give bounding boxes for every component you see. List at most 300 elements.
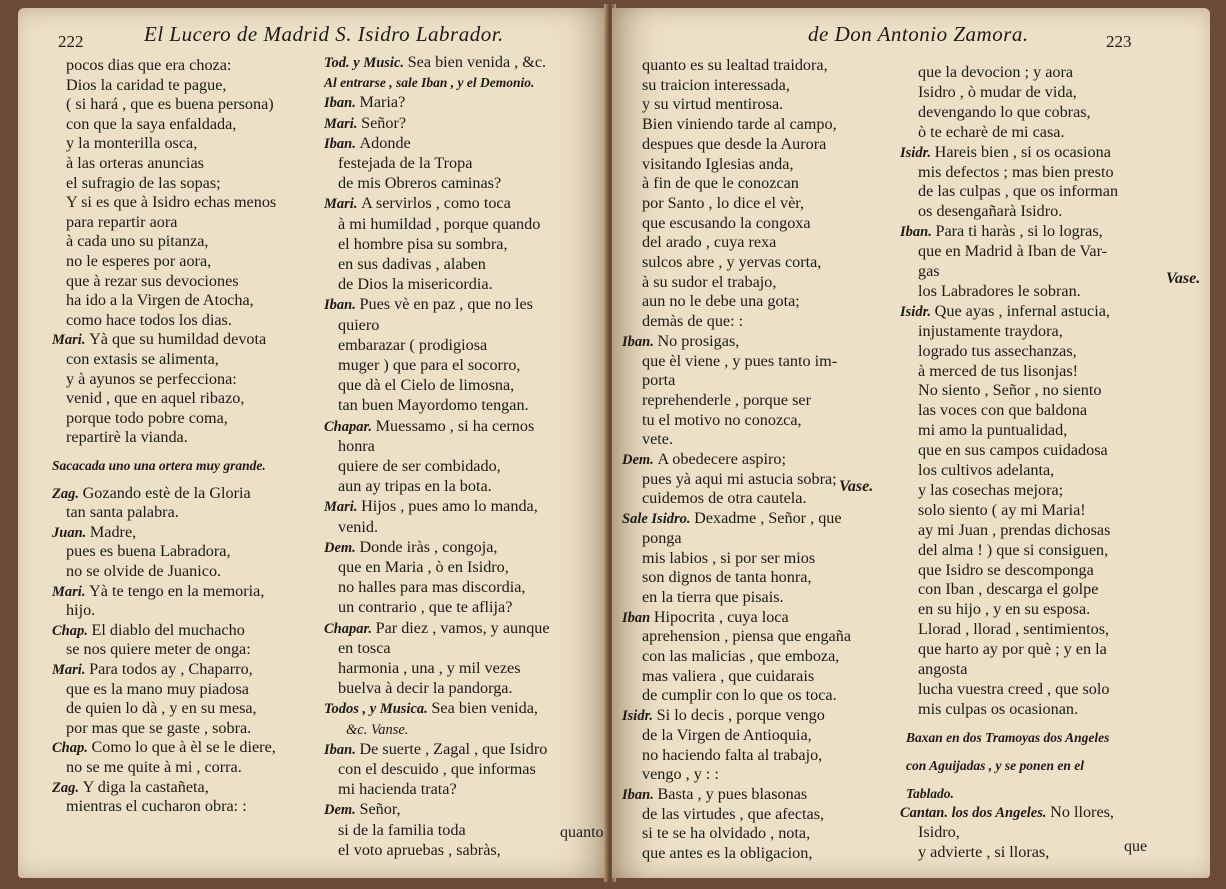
line-text: ( si hará , que es buena persona): [66, 95, 274, 114]
speaker-name: Cantan. los dos Angeles.: [900, 805, 1051, 822]
line-text: un contrario , que te aflija?: [338, 598, 513, 617]
verse-line: [66, 679, 249, 699]
line-text: de las culpas , que os informan: [918, 182, 1119, 201]
line-text: por mas que se gaste , sobra.: [66, 718, 252, 737]
line-text: Pues vè en paz , que no les: [359, 295, 533, 314]
verse-line: [642, 745, 822, 765]
speech-line: [324, 416, 534, 437]
line-text: Hijos , pues amo lo manda,: [361, 497, 538, 516]
verse-line: [642, 685, 837, 705]
line-text: no se me quite à mi , corra.: [66, 758, 242, 776]
stage-direction: [906, 727, 1109, 748]
line-text: venid , que en aquel ribazo,: [66, 389, 245, 408]
line-text: No prosigas,: [657, 331, 740, 350]
line-text: Señor,: [359, 800, 401, 819]
verse-line: [918, 400, 1087, 420]
verse-line: [918, 420, 1067, 440]
stage-direction-text: Baxan en dos Tramoyas dos Angeles: [906, 729, 1110, 745]
verse-line: [918, 560, 1094, 580]
line-text: Llorad , llorad , sentimientos,: [918, 620, 1110, 639]
line-text: angosta: [918, 660, 968, 678]
line-text: su traicion interessada,: [642, 75, 790, 94]
speaker-name: Juan.: [52, 524, 90, 541]
verse-line: [642, 55, 828, 75]
verse-line: [642, 666, 814, 686]
verse-line: [338, 395, 529, 415]
verse-line: [642, 75, 790, 95]
line-text: mis labios , si por ser mios: [642, 548, 816, 567]
line-text: Madre,: [89, 522, 137, 541]
verse-line: [66, 639, 251, 659]
verse-line: [66, 502, 179, 522]
line-text: y la monterilla osca,: [66, 134, 198, 153]
verse-line: [918, 842, 1049, 862]
line-text: ò te echarè de mi casa.: [918, 122, 1065, 141]
line-text: porque todo pobre coma,: [66, 408, 228, 427]
line-text: Yà te tengo en la memoria,: [89, 581, 265, 600]
line-text: quiere de ser combidado,: [338, 457, 501, 475]
verse-line: [338, 658, 521, 678]
speaker-name: Sale Isidro.: [622, 511, 695, 528]
text-column: [324, 52, 608, 878]
speaker-name: Mari.: [324, 115, 362, 132]
line-text: con Iban , descarga el golpe: [918, 580, 1099, 599]
verse-line: [642, 587, 784, 607]
verse-line: [338, 517, 378, 537]
verse-line: [66, 153, 204, 173]
line-text: à cada uno su pitanza,: [66, 232, 209, 251]
line-text: à su sudor el trabajo,: [642, 272, 777, 291]
text-column: [900, 62, 1196, 878]
line-text: y à ayunos se perfecciona:: [66, 369, 237, 388]
verse-line: [918, 679, 1109, 699]
line-text: si te se ha olvidado , nota,: [642, 824, 811, 843]
speech-line: [900, 301, 1110, 322]
line-text: quiero: [338, 315, 380, 334]
line-text: Como lo que à èl se le diere,: [91, 738, 276, 757]
speech-line: [52, 777, 209, 798]
speech-line: [52, 483, 251, 504]
line-text: que Isidro se descomponga: [918, 560, 1094, 579]
verse-line: [338, 577, 525, 597]
verse-line: [642, 114, 837, 134]
speaker-name: Mari.: [52, 662, 90, 678]
line-text: Adonde: [359, 133, 411, 152]
speech-line: [324, 294, 533, 315]
line-text: venid.: [338, 517, 379, 536]
italic-text: &c. Vanse.: [346, 721, 409, 738]
verse-line: [338, 214, 540, 234]
speech-line: [324, 799, 401, 820]
verse-line: [66, 212, 177, 232]
speech-line: [52, 329, 266, 350]
line-text: en la tierra que pisais.: [642, 587, 784, 606]
line-text: Donde iràs , congoja,: [359, 537, 498, 556]
speaker-name: Isidr.: [622, 708, 657, 725]
speech-line: [324, 113, 406, 134]
verse-line: [66, 349, 219, 369]
line-text: No siento , Señor , no siento: [918, 381, 1102, 400]
line-text: demàs de que: :: [642, 312, 744, 331]
verse-line: [918, 162, 1114, 182]
speech-line: [622, 784, 807, 805]
line-text: ay mi Juan , prendas dichosas: [918, 520, 1111, 539]
line-text: el hombre pisa su sombra,: [338, 234, 508, 253]
page-number: 223: [1106, 32, 1132, 51]
line-text: no le esperes por aora,: [66, 252, 212, 270]
verse-line: [918, 241, 1107, 261]
line-text: Isidro,: [918, 823, 960, 842]
line-text: Hareis bien , si os ocasiona: [934, 142, 1111, 161]
verse-line: [338, 173, 501, 193]
line-text: el sufragio de las sopas;: [66, 173, 221, 192]
line-text: de mis Obreros caminas?: [338, 174, 502, 193]
line-text: las voces con que baldona: [918, 401, 1088, 420]
verse-line: [66, 600, 95, 620]
line-text: no halles para mas discordia,: [338, 578, 526, 597]
verse-line: [918, 201, 1062, 221]
verse-line: [918, 619, 1109, 639]
line-text: que antes es la obligacion,: [642, 844, 813, 862]
line-text: Y diga la castañeta,: [82, 777, 209, 796]
verse-line: [918, 341, 1077, 361]
line-text: que èl viene , y pues tanto im-: [642, 351, 838, 370]
speaker-name: Tod. y Music.: [324, 55, 408, 71]
line-text: para repartir aora: [66, 212, 178, 231]
speaker-name: Mari.: [52, 332, 90, 349]
page-number: 222: [58, 32, 84, 51]
verse-line: [918, 659, 967, 679]
stage-direction-text: Sacacada uno una ortera muy grande.: [52, 458, 266, 473]
verse-line: [338, 597, 512, 617]
verse-line: [66, 290, 254, 310]
line-text: Si lo decis , porque vengo: [656, 706, 825, 725]
line-text: repartirè la vianda.: [66, 428, 188, 447]
line-text: de Dios la misericordia.: [338, 275, 493, 294]
line-text: os desengañarà Isidro.: [918, 202, 1063, 221]
line-text: y su virtud mentirosa.: [642, 95, 784, 114]
verse-line: [918, 822, 960, 842]
line-text: à merced de tus lisonjas!: [918, 361, 1079, 380]
line-text: tan santa palabra.: [66, 503, 179, 522]
line-text: que en sus campos cuidadosa: [918, 441, 1108, 460]
line-text: Muessamo , si ha cernos: [375, 416, 535, 435]
verse-line: [338, 456, 501, 476]
verse-line: [642, 173, 799, 193]
line-text: vengo , y : :: [642, 765, 719, 784]
right-page: [612, 8, 1210, 878]
verse-line: [66, 408, 228, 428]
speech-line: [324, 133, 411, 154]
stage-direction-text: con Aguijadas , y se ponen en el: [906, 757, 1085, 773]
catchword: que: [1124, 838, 1148, 855]
line-text: Yà que su humildad devota: [89, 330, 267, 349]
line-text: A servirlos , como toca: [361, 194, 511, 213]
line-text: muger ) que para el socorro,: [338, 356, 521, 374]
verse-line: [642, 626, 851, 646]
speech-line: [622, 331, 739, 352]
verse-line: [642, 134, 826, 154]
verse-line: [642, 567, 812, 587]
verse-line: [918, 380, 1101, 400]
verse-line: [338, 638, 391, 658]
speech-line: [52, 737, 276, 758]
line-text: aun ay tripas en la bota.: [338, 477, 492, 496]
line-text: los Labradores le sobran.: [918, 281, 1081, 300]
verse-line: [642, 213, 811, 233]
line-text: Que ayas , infernal astucia,: [934, 301, 1110, 320]
verse-line: [66, 133, 197, 153]
line-text: con extasis se alimenta,: [66, 350, 219, 368]
speaker-name: Isidr.: [900, 144, 935, 161]
line-text: que escusando la congoxa: [642, 213, 811, 232]
verse-line: [918, 82, 1077, 102]
left-page: [18, 8, 608, 878]
line-text: sulcos abre , y yervas corta,: [642, 253, 822, 271]
verse-line: [66, 427, 188, 447]
line-text: pues yà aqui mi astucia sobra;: [642, 469, 837, 488]
speech-line: [52, 522, 136, 543]
line-text: A obedecere aspiro;: [657, 450, 786, 468]
line-text: de la Virgen de Antioquia,: [642, 725, 812, 744]
verse-line: [66, 271, 239, 291]
line-text: que dà el Cielo de limosna,: [338, 376, 515, 395]
verse-line: [338, 355, 520, 375]
line-text: Gozando estè de la Gloria: [82, 483, 251, 502]
speech-line: [900, 221, 1103, 242]
line-text: mientras el cucharon obra: :: [66, 797, 247, 816]
verse-line: [338, 820, 466, 840]
speaker-name: Dem.: [622, 452, 658, 468]
verse-line: [642, 410, 802, 430]
verse-line: [338, 315, 379, 335]
line-text: pues es buena Labradora,: [66, 542, 231, 561]
speaker-name: Iban.: [900, 224, 936, 241]
speaker-name: Mari.: [52, 583, 90, 600]
verse-line: [642, 843, 812, 863]
verse-line: [66, 388, 244, 408]
speech-line: [52, 581, 264, 602]
line-text: hijo.: [66, 601, 96, 620]
speaker-name: Dem.: [324, 802, 360, 819]
running-head: El Lucero de Madrid S. Isidro Labrador.: [144, 22, 504, 46]
verse-line: [642, 193, 804, 213]
line-text: à mi humildad , porque quando: [338, 214, 541, 233]
speech-line: [324, 739, 547, 760]
speaker-name: Mari.: [324, 196, 362, 213]
line-text: visitando Iglesias anda,: [642, 154, 794, 173]
line-text: Para todos ay , Chaparro,: [89, 660, 253, 678]
verse-line: [642, 154, 794, 174]
verse-line: [642, 764, 719, 784]
line-text: mis defectos ; mas bien presto: [918, 162, 1114, 181]
speaker-name: Dem.: [324, 539, 360, 556]
verse-line: [642, 823, 810, 843]
verse-line: [66, 310, 232, 330]
line-text: que en Madrid à Iban de Var-: [918, 242, 1108, 261]
verse-line: [642, 311, 743, 331]
speaker-name: Zag.: [52, 485, 83, 502]
line-text: despues que desde la Aurora: [642, 134, 827, 153]
line-text: lucha vuestra creed , que solo: [918, 679, 1110, 698]
line-text: como hace todos los dias.: [66, 310, 232, 329]
line-text: y advierte , si lloras,: [918, 843, 1050, 862]
line-text: con el descuido , que informas: [338, 760, 536, 778]
line-text: devengando lo que cobras,: [918, 102, 1091, 121]
verse-line: [918, 361, 1078, 381]
speaker-name: Iban: [622, 609, 654, 626]
speech-line: [622, 508, 842, 529]
verse-line: [642, 94, 783, 114]
line-text: no se olvide de Juanico.: [66, 562, 222, 580]
verse-line: [918, 102, 1091, 122]
verse-line: [642, 252, 821, 272]
verse-line: [918, 480, 1063, 500]
verse-line: [66, 231, 208, 251]
speaker-name: Iban.: [622, 786, 658, 803]
line-text: Isidro , ò mudar de vida,: [918, 82, 1077, 101]
speaker-name: Isidr.: [900, 303, 935, 320]
verse-line: [66, 192, 276, 212]
line-text: honra: [338, 436, 375, 455]
line-text: Para ti haràs , si lo logras,: [935, 222, 1103, 241]
verse-line: [66, 173, 221, 193]
line-text: quanto es su lealtad traidora,: [642, 56, 828, 74]
verse-line: [338, 779, 457, 799]
line-text: Sea bien venida , &c.: [407, 53, 547, 71]
text-column: [52, 55, 342, 878]
verse-line: [66, 757, 242, 777]
verse-line: [66, 561, 221, 581]
speech-line: [52, 659, 253, 680]
line-text: Basta , y pues blasonas: [657, 784, 808, 803]
speaker-name: Iban.: [324, 95, 360, 112]
line-text: el voto apruebas , sabràs,: [338, 840, 501, 859]
speech-line: [900, 802, 1114, 823]
line-text: que es la mano muy piadosa: [66, 679, 249, 698]
verse-line: [918, 520, 1110, 540]
catchword: quanto: [560, 824, 604, 841]
line-text: Bien viniendo tarde al campo,: [642, 115, 837, 134]
speech-line: [900, 142, 1111, 163]
verse-line: [642, 272, 776, 292]
line-text: solo siento ( ay mi Maria!: [918, 500, 1086, 519]
speaker-name: Iban.: [324, 741, 360, 758]
line-text: vete.: [642, 430, 674, 449]
line-text: en su hijo , y en su esposa.: [918, 600, 1091, 619]
verse-line: [642, 370, 675, 390]
stage-direction: [906, 783, 954, 804]
text-column: [622, 55, 894, 878]
line-text: mis culpas os ocasionan.: [918, 699, 1079, 718]
verse-line: [642, 351, 837, 371]
line-text: reprehenderle , porque ser: [642, 390, 811, 409]
speech-line: [324, 698, 538, 719]
verse-line: [338, 840, 501, 860]
speaker-name: Zag.: [52, 779, 83, 796]
stage-direction: [906, 755, 1084, 776]
verse-line: [338, 759, 536, 779]
line-text: que à rezar sus devociones: [66, 271, 239, 290]
running-head: de Don Antonio Zamora.: [808, 22, 1029, 46]
verse-line: [66, 718, 251, 738]
speaker-name: Iban.: [622, 333, 658, 350]
line-text: tu el motivo no conozca,: [642, 410, 802, 429]
line-text: festejada de la Tropa: [338, 154, 473, 172]
line-text: porta: [642, 371, 676, 390]
speech-line: [324, 496, 538, 517]
line-text: Hipocrita , cuya loca: [653, 607, 789, 626]
line-text: de cumplir con lo que os toca.: [642, 686, 837, 705]
verse-line: [918, 281, 1081, 301]
speech-line: [324, 537, 497, 558]
line-text: de las virtudes , que afectas,: [642, 804, 825, 823]
exit-mark: Vase.: [839, 478, 874, 495]
verse-line: [66, 698, 257, 718]
speaker-name: Iban.: [324, 135, 360, 152]
line-text: Y si es que à Isidro echas menos: [66, 193, 277, 212]
line-text: no haciendo falta al trabajo,: [642, 745, 823, 764]
verse-line: [338, 557, 509, 577]
speaker-name: Chap.: [52, 740, 92, 757]
verse-line: [918, 321, 1063, 341]
verse-line: [642, 469, 837, 489]
verse-line: [642, 488, 807, 508]
verse-line: [918, 440, 1108, 460]
speech-line: [622, 705, 825, 726]
verse-line: [642, 291, 800, 311]
verse-line: [338, 476, 492, 496]
line-text: logrado tus assechanzas,: [918, 341, 1077, 360]
verse-line: [338, 678, 513, 698]
verse-line: [66, 55, 231, 75]
verse-line: [338, 153, 472, 173]
stage-direction-text: Al entrarse , sale Iban , y el Demonio.: [324, 75, 535, 91]
exit-mark: Vase.: [1166, 270, 1201, 287]
verse-line: [918, 181, 1118, 201]
verse-line: [918, 62, 1073, 82]
line-text: que en Maria , ò en Isidro,: [338, 558, 509, 576]
speaker-name: Mari.: [324, 499, 362, 516]
verse-line: [338, 375, 514, 395]
speaker-name: Chapar.: [324, 418, 376, 435]
speech-line: [52, 620, 245, 641]
line-text: Par diez , vamos, y aunque: [375, 618, 550, 637]
verse-line: [66, 369, 237, 389]
verse-line: [918, 599, 1090, 619]
verse-line: [642, 232, 776, 252]
verse-line: [642, 548, 815, 568]
line-text: Señor?: [361, 113, 407, 132]
verse-line: [66, 796, 247, 816]
verse-line: [338, 234, 508, 254]
line-text: del alma ! ) que si consiguen,: [918, 540, 1109, 559]
verse-line: [338, 274, 493, 294]
line-text: Dexadme , Señor , que: [694, 509, 842, 528]
verse-line: [918, 540, 1108, 560]
verse-line: [66, 94, 274, 114]
verse-line: [642, 390, 811, 410]
verse-line: [338, 436, 375, 456]
line-text: tan buen Mayordomo tengan.: [338, 396, 529, 415]
line-text: Dios la caridad te pague,: [66, 75, 227, 94]
speech-line: [324, 618, 550, 639]
verse-line: [66, 114, 236, 134]
line-text: buelva à decir la pandorga.: [338, 679, 513, 698]
line-text: ha ido a la Virgen de Atocha,: [66, 291, 254, 310]
line-text: No llores,: [1050, 803, 1114, 822]
verse-line: [642, 804, 824, 824]
